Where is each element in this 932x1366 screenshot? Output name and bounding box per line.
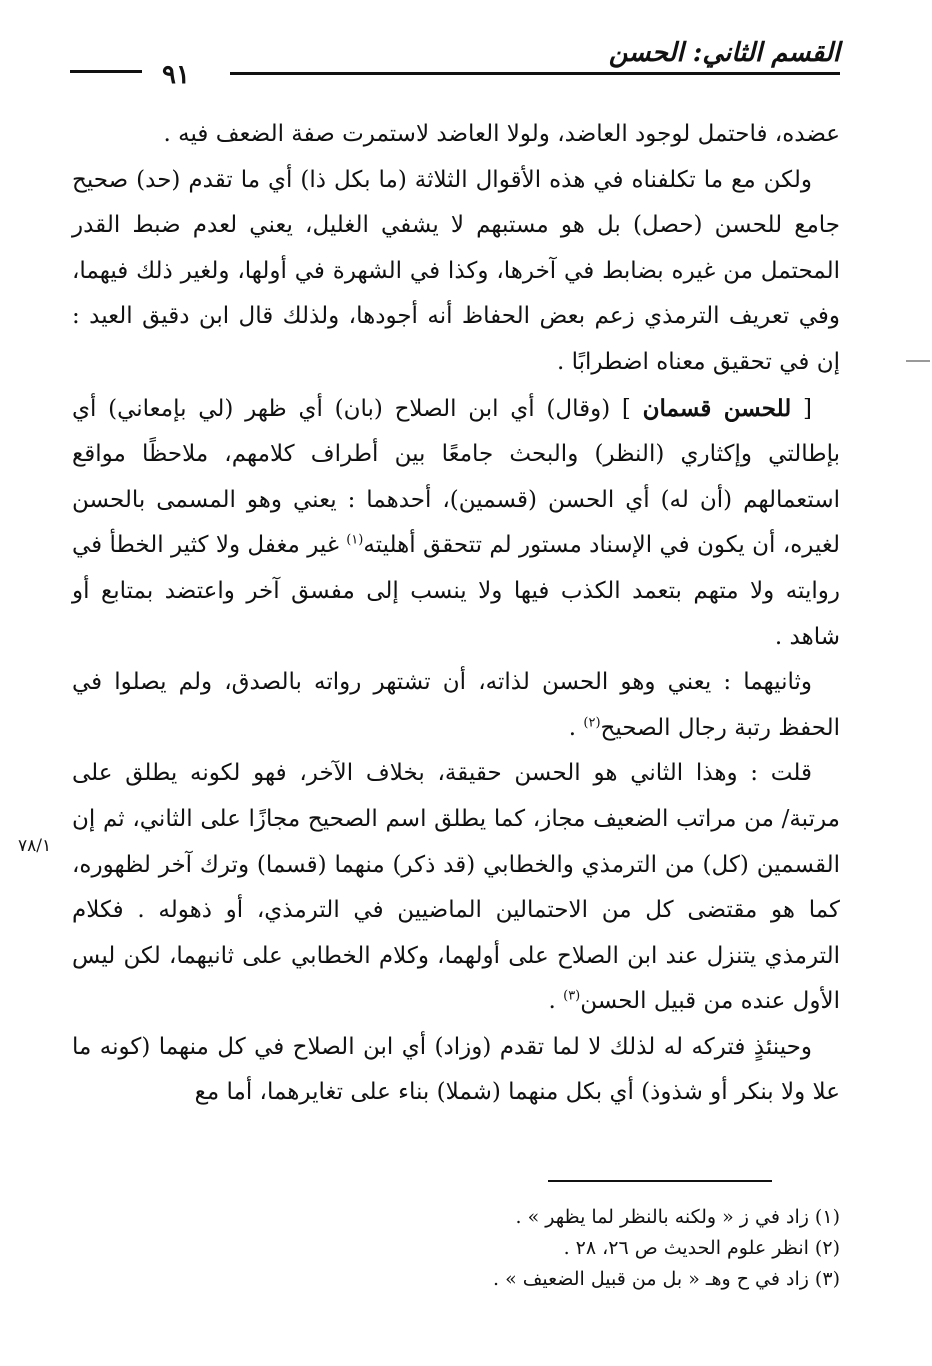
manuscript-folio-marker: ٧٨/١ bbox=[18, 836, 52, 856]
paragraph bbox=[72, 660, 840, 751]
running-header bbox=[70, 38, 840, 90]
section-title: القسم الثاني: الحسن bbox=[608, 38, 840, 68]
footnote-separator bbox=[548, 1180, 772, 1182]
paragraph bbox=[72, 386, 840, 661]
paragraph bbox=[72, 158, 840, 386]
footnotes bbox=[140, 1202, 840, 1295]
paragraph bbox=[72, 112, 840, 158]
footnote-reference: (٣) bbox=[563, 988, 581, 1004]
footnote-reference: (١) bbox=[346, 532, 364, 548]
footnote-reference: (٢) bbox=[583, 715, 601, 731]
main-text bbox=[72, 112, 840, 1116]
paragraph bbox=[72, 751, 840, 1025]
footnote-3: (٣) زاد في ح وهـ « بل من قبيل الضعيف » . bbox=[492, 1268, 840, 1290]
text-run: وثانيهما : يعني وهو الحسن لذاته، أن تشتهر رواته بالصدق، ولم يصلوا في الحفظ رتبة رجال الصحيح bbox=[72, 669, 840, 741]
footnote-2: (٢) انظر علوم الحديث ص ٢٦، ٢٨ . bbox=[563, 1237, 840, 1259]
text-run: وحينئذٍ فتركه له لذلك لا لما تقدم (وزاد) أي ابن الصلاح في كل منهما (كونه ما علا ولا بنكر أو شذوذ) أي بكل منهما (شملا) بناء على تغايرهما، أما مع bbox=[72, 1033, 840, 1106]
footnote-1: (١) زاد في ز « ولكنه بالنظر لما يظهر » . bbox=[515, 1206, 840, 1228]
bold-heading: للحسن قسمان bbox=[642, 394, 792, 422]
paragraph bbox=[72, 1025, 840, 1116]
text-run: ] (وقال) أي ابن الصلاح (بان) أي ظهر (لي بإمعاني) أي بإطالتي وإكثاري (النظر) والبحث جامعًا بين أطراف كلامهم، ملاحظًا مواقع استعمالهم (أن له) أي الحسن (قسمين)، أحدهما : يعني وهو المسمى بالحسن لغيره، أن يكون في الإسناد مستور لم تتحقق أهليته bbox=[72, 395, 840, 559]
header-rule-short bbox=[70, 70, 142, 73]
margin-mark bbox=[906, 360, 930, 362]
text-run: [ bbox=[791, 395, 812, 422]
text-run: قلت : وهذا الثاني هو الحسن حقيقة، بخلاف الآخر، فهو لكونه يطلق على مرتبة/ من مراتب الضعيف مجاز، كما يطلق اسم الصحيح مجازًا على الثاني، ثم إن القسمين (كل) من الترمذي والخطابي (قد ذكر) منهما (قسما) وترك آخر لظهوره، كما هو مقتضى كل من الاحتمالين الماضيين في الترمذي، أو ذهوله . فكلام الترمذي يتنزل عند ابن الصلاح على أولهما، وكلام الخطابي على ثانيهما، لكن ليس الأول عنده من قبيل الحسن bbox=[72, 760, 840, 1015]
text-run: ولكن مع ما تكلفناه في هذه الأقوال الثلاثة (ما بكل ذا) أي ما تقدم (حد) صحيح جامع للحسن (حصل) بل هو مستبهم لا يشفي الغليل، يعني لعدم ضبط القدر المحتمل من غيره بضابط في آخرها، وكذا في الشهرة في أولها، ولغير ذلك فيهما، وفي تعريف الترمذي زعم بعض الحفاظ أنه أجودها، ولذلك قال ابن دقيق العيد : إن في تحقيق معناه اضطرابًا . bbox=[72, 166, 840, 375]
page-number: ٩١ bbox=[162, 60, 190, 90]
text-run: غير مغفل ولا كثير الخطأ في روايته ولا متهم بتعمد الكذب فيها ولا ينسب إلى مفسق آخر واعتضد بمتابع أو شاهد . bbox=[72, 532, 840, 650]
header-rule bbox=[230, 72, 840, 75]
text-run: . bbox=[548, 988, 564, 1015]
text-run: عضده، فاحتمل لوجود العاضد، ولولا العاضد لاستمرت صفة الضعف فيه . bbox=[163, 121, 840, 147]
text-run: . bbox=[568, 714, 584, 741]
